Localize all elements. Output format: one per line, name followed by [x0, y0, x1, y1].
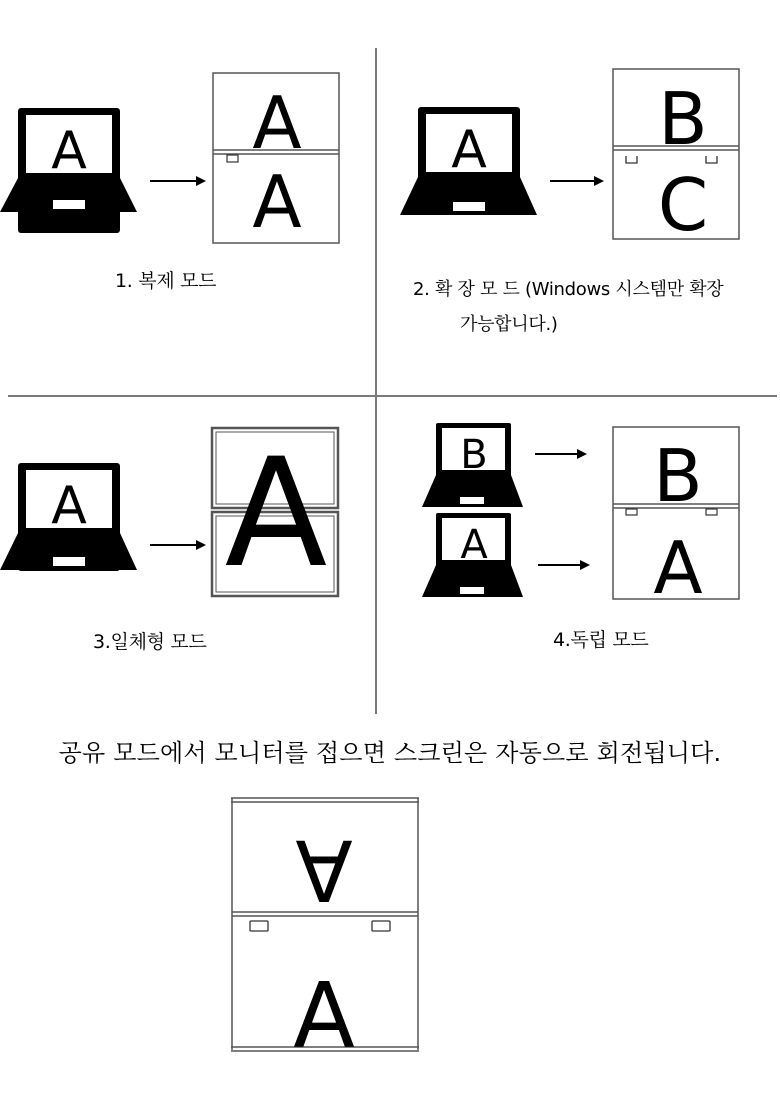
top-screen-letter: B — [658, 77, 708, 161]
dual-monitor — [613, 427, 739, 610]
bottom-screen-letter: A — [252, 160, 302, 244]
vertical-divider — [375, 48, 377, 714]
unified-mode-label: 3.일체형 모드 — [93, 631, 207, 653]
laptop-icon — [0, 108, 137, 233]
hinge-clip-icon — [227, 155, 238, 162]
independent-mode-label: 4.독립 모드 — [553, 629, 649, 651]
hinge-clip-icon — [250, 921, 268, 931]
bottom-screen-letter: A — [653, 526, 703, 610]
hinge-clip-icon — [626, 509, 637, 515]
auto-rotate-caption: 공유 모드에서 모니터를 접으면 스크린은 자동으로 회전됩니다. — [58, 739, 722, 767]
top-screen-letter: A — [252, 81, 302, 165]
laptop-screen-letter: B — [460, 432, 488, 478]
laptop-icon — [422, 423, 523, 507]
laptop-icon — [400, 107, 537, 215]
spanning-screen-letter: A — [224, 427, 328, 601]
laptop-screen-letter: A — [451, 120, 487, 180]
laptop-icon — [422, 513, 523, 597]
hinge-clip-icon — [372, 921, 390, 931]
extend-mode-label-line1: 2. 확 장 모 드 (Windows 시스템만 확장 — [413, 279, 724, 300]
laptop-screen-letter: A — [460, 522, 488, 568]
upside-down-screen-letter: A — [295, 821, 353, 919]
extend-mode-label-line2: 가능합니다.) — [460, 314, 558, 335]
independent-mode-diagram — [380, 415, 780, 615]
folded-monitor-diagram — [228, 795, 424, 1055]
laptop-screen-letter: A — [51, 476, 87, 536]
horizontal-divider-right — [377, 395, 777, 397]
dual-monitor — [613, 69, 739, 247]
laptop-screen-letter: A — [51, 121, 87, 181]
horizontal-divider-left — [8, 395, 375, 397]
bottom-screen-letter: A — [293, 964, 355, 1055]
dual-monitor — [212, 427, 338, 601]
hinge-clip-icon — [706, 509, 717, 515]
top-screen-letter: B — [653, 434, 703, 518]
laptop-icon — [0, 463, 137, 571]
bottom-screen-letter: C — [657, 163, 709, 247]
mirror-mode-label: 1. 복제 모드 — [115, 270, 217, 292]
extend-mode-diagram — [380, 60, 780, 260]
dual-monitor — [213, 73, 339, 244]
mirror-mode-diagram — [0, 60, 370, 260]
unified-mode-diagram — [0, 420, 370, 610]
